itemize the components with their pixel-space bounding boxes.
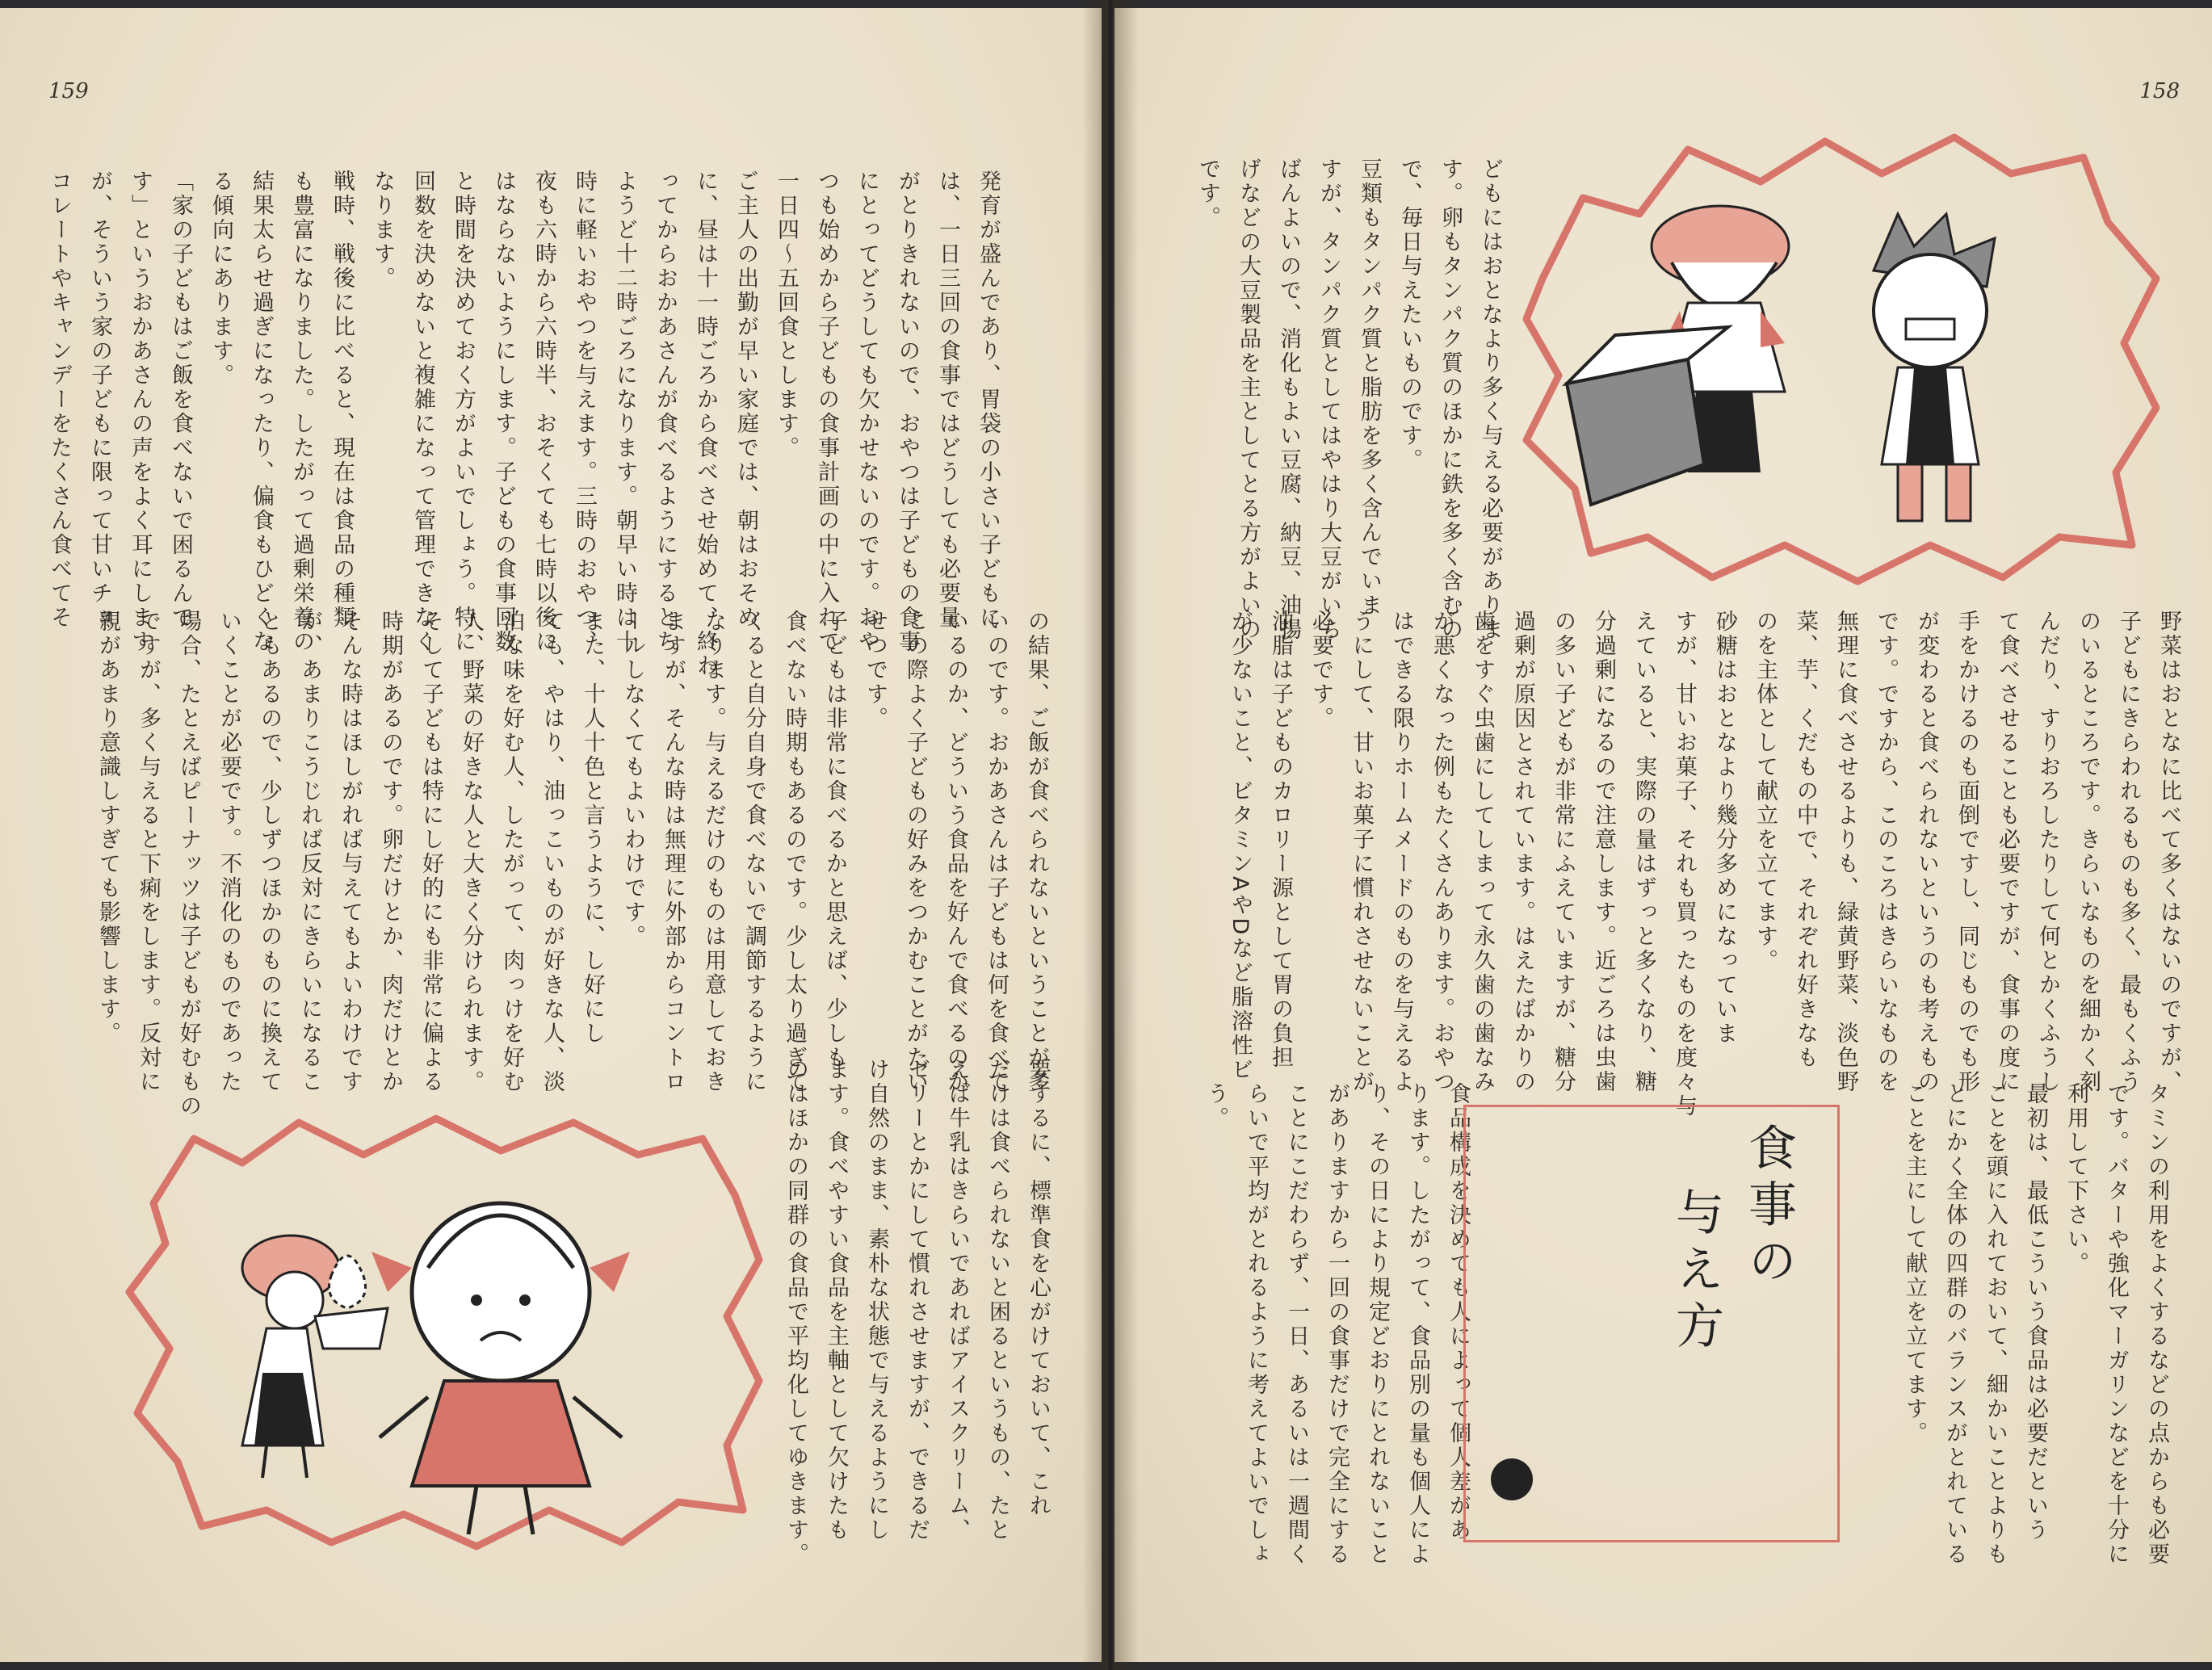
text-line: すが、甘いお菓子、それも買ったものを度々与 [1672,610,1697,1118]
text-line: この際よく子どもの好みをつかむことがたい [903,610,928,1094]
text-line: コレートやキャンデーをたくさん食べてそ [47,170,72,630]
text-line: なります。与えるだけのものは用意しておき [701,610,726,1094]
text-line: が変わると食べられないというのも考えもの [1914,610,1939,1094]
text-line: また、十人十色と言うように、し好にし [580,610,605,1046]
text-line: 発育が盛んであり、胃袋の小さい子どもに [976,170,1001,630]
text-line: 結果太らせ過ぎになったり、偏食もひどくな [249,170,274,654]
text-line: らいで平均がとれるように考えてよいでしょ [1244,1082,1269,1567]
text-line: の結果、ご飯が食べられないということが多 [1024,610,1049,1094]
left-text-middle [95,610,1056,1118]
text-line: 歯をすぐ虫歯にしてしまって永久歯の歯なみ [1470,610,1495,1094]
page-number-left: 159 [48,79,89,103]
text-line: ます。食べやすい食品を主軸として欠けたも [824,1058,849,1542]
text-line: ールしなくてもよいわけです。 [620,610,645,949]
text-line: ますが、そんな時は無理に外部からコントロ [661,610,686,1094]
text-line: ことを主にして献立を立てます。 [1902,1082,1927,1446]
text-line: 場合、たとえばピーナッツは子どもが好むもの [176,610,201,1118]
text-line: なります。 [370,170,395,291]
text-line: ですが、多く与えると下痢をします。反対に [136,610,161,1094]
text-line: ともあるので、少しずつほかのものに換えて [257,610,282,1094]
text-line: のを主体として献立を立てます。 [1752,610,1778,973]
text-line: はならないようにします。子どもの食事回数 [491,170,516,654]
page-number-right: 158 [2139,79,2180,103]
text-line: です。ですから、このころはきらいなものを [1874,610,1899,1094]
text-line: う。 [1203,1082,1228,1131]
text-line: 無理に食べさせるよりも、緑黄野菜、淡色野 [1833,610,1858,1094]
text-line: えていると、実際の量はずっと多くなり、糖 [1631,610,1656,1094]
text-line: す。卵もタンパク質のほかに鉄を多く含むの [1438,157,1463,642]
text-line: と時間を決めておく方がよいでしょう。特に [451,170,476,654]
text-line: ことを頭に入れておいて、細かいことよりも [1983,1082,2008,1567]
text-line: り、その日により規定どおりにとれないこと [1365,1082,1390,1567]
text-line: 分過剰になるので注意します。近ごろは虫歯 [1591,610,1616,1094]
text-line: 過剰が原因とされています。はえたばかりの [1510,610,1535,1094]
text-line: 親があまり意識しすぎても影響します。 [95,610,120,1046]
text-line: ことにこだわらず、一日、あるいは一週間く [1284,1082,1309,1567]
text-line: 油脂は子どものカロリー源として胃の負担 [1268,610,1293,1070]
text-line: で、毎日与えたいものです。 [1397,157,1422,472]
text-line: 子どもにきらわれるものも多く、最もくふう [2116,610,2141,1094]
text-line: 豆類もタンパク質と脂肪を多く含んでいま [1357,157,1382,618]
text-line: げなどの大豆製品を主としてとる方がよいの [1236,157,1261,642]
section-title-line-1: 食事の [1740,1122,1797,1292]
text-line: 時に軽いおやつを与えます。三時のおやつ、 [572,170,597,654]
text-line: のはほかの同群の食品で平均化してゆきます。 [783,1058,808,1567]
text-line: 食品構成を決めても人によって個人差があ [1446,1082,1471,1542]
text-line: です。 [1195,157,1220,230]
text-line: 最初は、最低こういう食品は必要だという [2023,1082,2048,1542]
text-line: タミンの利用をよくするなどの点からも必要 [2144,1082,2169,1567]
text-line: せつです。 [863,610,888,731]
text-line: も豊富になりました。したがって過剰栄養の [289,170,314,654]
kids-illustration [1518,125,2164,594]
bullet-dot [1491,1458,1533,1500]
text-line: です。バターや強化マーガリンなどを十分に [2104,1082,2129,1567]
text-line: がとりきれないので、おやつは子どもの食事 [895,170,920,654]
text-line: 子どもは非常に食べるかと思えば、少しも [822,610,847,1070]
girls-illustration [121,1106,767,1559]
text-line: ゼリーとかにして慣れさせますが、できるだ [905,1058,930,1542]
text-line: すが、タンパク質としてはやはり大豆がいち [1316,157,1341,642]
text-line: 砂糖はおとなより幾分多めになっていま [1712,610,1737,1046]
text-line: 野菜はおとなに比べて多くはないのですが、 [2156,610,2181,1094]
text-line: そんな時はほしがれば与えてもよいわけです [338,610,363,1094]
text-line: いくことが必要です。不消化のものであった [216,610,241,1094]
text-line: に、昼は十一時ごろから食べさせ始めて、終わ [693,170,718,678]
text-line: 食べない時期もあるのです。少し太り過ぎて [782,610,807,1094]
text-line: る傾向にあります。 [208,170,233,388]
text-line: 泊な味を好む人、したがって、肉っけを好む [499,610,524,1094]
text-line: ても、やはり、油っこいものが好きな人、淡 [539,610,565,1094]
text-line: け自然のまま、素朴な状態で与えるようにし [864,1058,889,1542]
text-line: えば牛乳はきらいであればアイスクリーム、 [945,1058,970,1542]
text-line: 時期があるのです。卵だけとか、肉だけとか [378,610,403,1094]
text-line: 必要です。 [1308,610,1333,731]
text-line: ばんよいので、消化もよい豆腐、納豆、油揚 [1276,157,1301,642]
text-line: とにかく全体の四群のバランスがとれている [1942,1082,1967,1567]
text-line: 利用して下さい。 [2063,1082,2088,1276]
text-line: いるのか、どういう食品を好んで食べるのか [943,610,968,1094]
left-page [0,8,1102,1662]
text-line: はできる限りホームメードのものを与えるよ [1389,610,1414,1094]
text-line: が少ないこと、ビタミンAやDなど脂溶性ビ [1228,610,1253,1083]
text-line: 要するに、標準食を心がけておいて、これ [1026,1058,1051,1518]
text-line: ります。したがって、食品別の量も個人によ [1405,1082,1430,1567]
text-line: 人、野菜の好きな人と大きく分けられます。 [459,610,484,1094]
text-line: うにして、甘いお菓子に慣れさせないことが [1349,610,1374,1094]
text-line: 手をかけるのも面倒ですし、同じものでも形 [1954,610,1979,1094]
text-line: ってからおかあさんが食べるようにするとち [653,170,678,654]
text-line: て食べさせることも必要ですが、食事の度に [1995,610,2020,1094]
right-text-middle [1171,610,2189,1118]
text-line: 菜、芋、くだもの中で、それぞれ好きなも [1793,610,1818,1070]
text-line: だけは食べられないと困るというもの、たと [985,1058,1010,1542]
text-line: 回数を決めないと複雑になって管理できなく [410,170,435,654]
text-line: が、そういう家の子どもに限って甘いチョ [87,170,112,630]
text-line: が、あまりこうじれば反対にきらいになるこ [297,610,322,1094]
right-text-top [1171,157,1510,642]
text-line: くると自分自身で食べないで調節するように [741,610,766,1094]
text-line: つも始めから子どもの食事計画の中に入れて [814,170,839,654]
text-line: んだり、すりおろしたりして何とかくふうし [2035,610,2060,1094]
text-line: の多い子どもが非常にふえていますが、糖分 [1551,610,1576,1094]
text-line: が悪くなった例もたくさんあります。おやつ [1429,610,1454,1094]
text-line: ようど十二時ごろになります。朝早い時は十 [612,170,637,654]
section-title-line-2: 与え方 [1668,1187,1724,1357]
text-line: 戦時、戦後に比べると、現在は食品の種類 [329,170,355,630]
text-line: 「家の子どもはご飯を食べないで困るんで [168,170,193,630]
right-text-bottom-right [1878,1082,2176,1567]
text-line: は、一日三回の食事ではどうしても必要量 [935,170,960,630]
text-line: 夜も六時から六時半、おそくても七時以後に [531,170,556,654]
text-line: にとってどうしても欠かせないのです。おや [854,170,879,654]
text-line: いのです。おかあさんは子どもは何を食べて [984,610,1009,1094]
text-line: ご主人の出勤が早い家庭では、朝はおそめ [733,170,758,630]
book-gutter [1082,0,1139,1670]
text-line: 一日四〜五回食とします。 [774,170,799,460]
left-text-bottom [771,1058,1058,1567]
text-line: がありますから一回の食事だけで完全にする [1324,1082,1349,1567]
text-line: のいるところです。きらいなものを細かく刻 [2076,610,2101,1094]
text-line: そして子どもは特にし好的にも非常に偏よる [418,610,443,1094]
text-line: どもにはおとなより多く与える必要がありま [1478,157,1503,642]
right-text-bottom-left [1171,1082,1478,1567]
text-line: す」というおかあさんの声をよく耳にします [128,170,153,654]
